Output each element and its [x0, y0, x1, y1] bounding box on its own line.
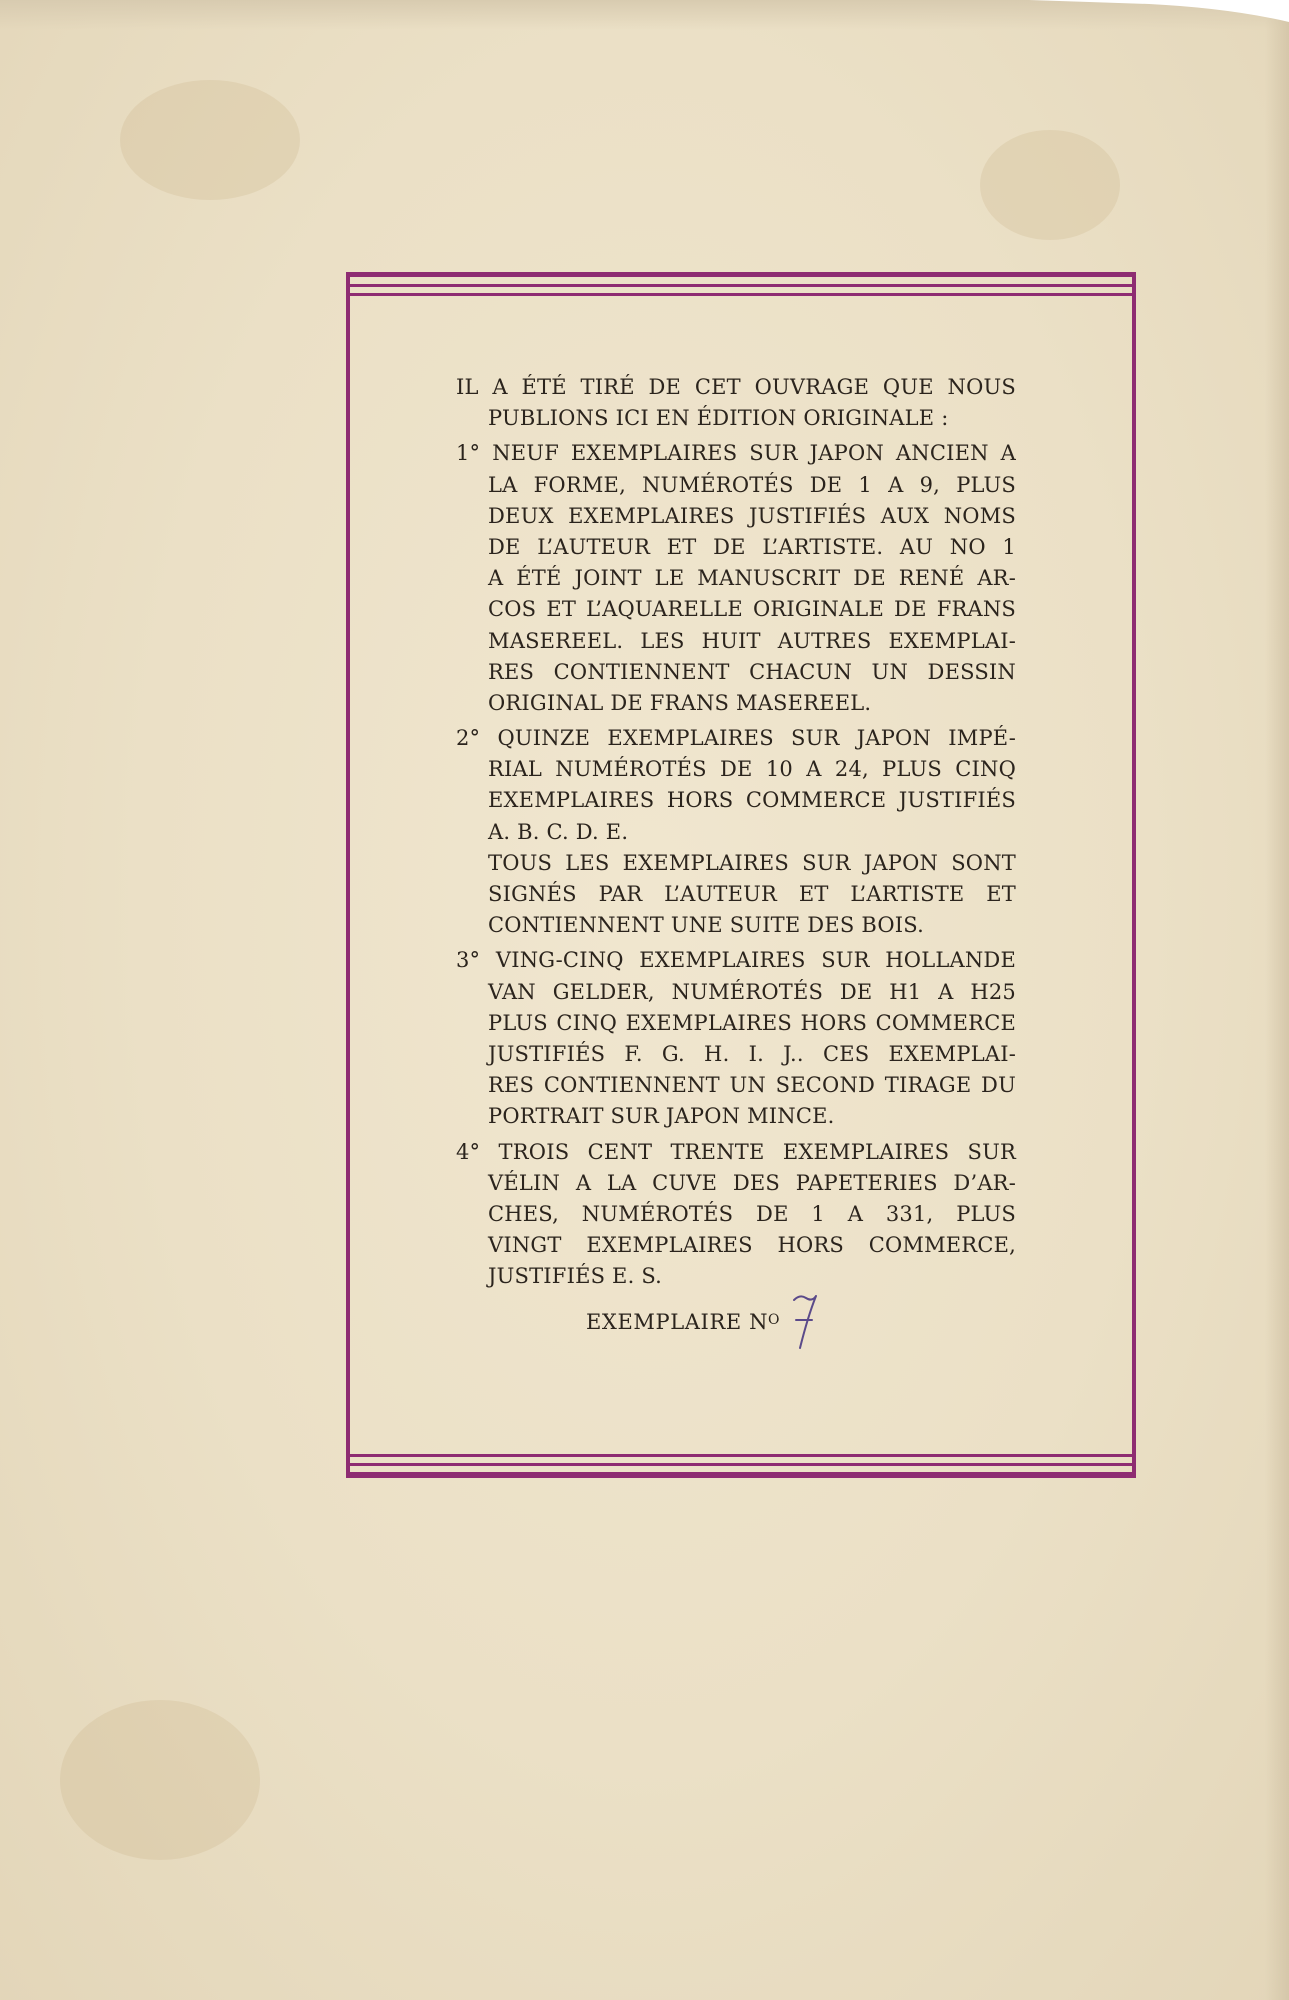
exemplaire-superscript: O	[768, 1312, 781, 1328]
colophon-line: COS ET L’AQUARELLE ORIGINALE DE FRANS	[488, 597, 1016, 622]
frame-top-rule	[346, 272, 1136, 277]
colophon-line: CHES, NUMÉROTÉS DE 1 A 331, PLUS	[488, 1201, 1016, 1226]
page-right-shadow	[1265, 0, 1289, 2000]
colophon-line: DEUX EXEMPLAIRES JUSTIFIÉS AUX NOMS	[488, 503, 1016, 528]
paper-stain	[120, 80, 300, 200]
frame-right-rule	[1132, 272, 1136, 1478]
colophon-text	[456, 372, 1016, 1292]
colophon-line: RES CONTIENNENT CHACUN UN DESSIN	[488, 659, 1016, 684]
colophon-line: VAN GELDER, NUMÉROTÉS DE H1 A H25	[488, 979, 1016, 1004]
colophon-line: 3° VING-CINQ EXEMPLAIRES SUR HOLLANDE	[456, 948, 1016, 973]
colophon-line: IL A ÉTÉ TIRÉ DE CET OUVRAGE QUE NOUS	[456, 375, 1016, 399]
colophon-line: VINGT EXEMPLAIRES HORS COMMERCE,	[488, 1233, 1016, 1258]
corner-fold	[1029, 0, 1289, 22]
colophon-line: A. B. C. D. E.	[488, 819, 629, 844]
colophon-line: EXEMPLAIRES HORS COMMERCE JUSTIFIÉS	[488, 788, 1016, 813]
colophon-line: PLUS CINQ EXEMPLAIRES HORS COMMERCE	[488, 1010, 1016, 1035]
colophon-line: A ÉTÉ JOINT LE MANUSCRIT DE RENÉ AR-	[488, 566, 1016, 591]
frame-left-rule	[346, 272, 350, 1478]
colophon-line: RIAL NUMÉROTÉS DE 10 A 24, PLUS CINQ	[488, 757, 1016, 782]
colophon-line: PORTRAIT SUR JAPON MINCE.	[488, 1104, 835, 1129]
frame-bottom-rule	[346, 1454, 1136, 1457]
frame-top-rule	[346, 293, 1136, 296]
exemplaire-text: EXEMPLAIRE N	[586, 1310, 769, 1334]
colophon-line: CONTIENNENT UNE SUITE DES BOIS.	[488, 913, 924, 938]
paper-stain	[60, 1700, 260, 1860]
colophon-line: 4° TROIS CENT TRENTE EXEMPLAIRES SUR	[456, 1139, 1016, 1164]
colophon-line: JUSTIFIÉS F. G. H. I. J.. CES EXEMPLAI-	[488, 1041, 1016, 1066]
colophon-line: LA FORME, NUMÉROTÉS DE 1 A 9, PLUS	[488, 472, 1016, 497]
colophon-line: PUBLIONS ICI EN ÉDITION ORIGINALE :	[488, 406, 949, 431]
colophon-line: DE L’AUTEUR ET DE L’ARTISTE. AU NO 1	[488, 534, 1016, 559]
frame-bottom-rule	[346, 1463, 1136, 1466]
colophon-line: SIGNÉS PAR L’AUTEUR ET L’ARTISTE ET	[488, 882, 1016, 906]
frame-top-rule	[346, 284, 1136, 287]
colophon-line: JUSTIFIÉS E. S.	[488, 1264, 663, 1289]
paper-stain	[980, 130, 1120, 240]
colophon-line: MASEREEL. LES HUIT AUTRES EXEMPLAI-	[488, 628, 1016, 653]
exemplaire-label	[586, 1310, 780, 1334]
colophon-line: 2° QUINZE EXEMPLAIRES SUR JAPON IMPÉ-	[456, 726, 1016, 751]
colophon-line: 1° NEUF EXEMPLAIRES SUR JAPON ANCIEN A	[456, 441, 1016, 466]
colophon-line: RES CONTIENNENT UN SECOND TIRAGE DU	[488, 1073, 1016, 1098]
colophon-line: TOUS LES EXEMPLAIRES SUR JAPON SONT	[488, 850, 1016, 875]
frame-bottom-rule	[346, 1472, 1136, 1478]
handwritten-number-seven	[790, 1290, 820, 1354]
colophon-line: VÉLIN A LA CUVE DES PAPETERIES D’AR-	[488, 1170, 1016, 1195]
colophon-line: ORIGINAL DE FRANS MASEREEL.	[488, 690, 872, 715]
